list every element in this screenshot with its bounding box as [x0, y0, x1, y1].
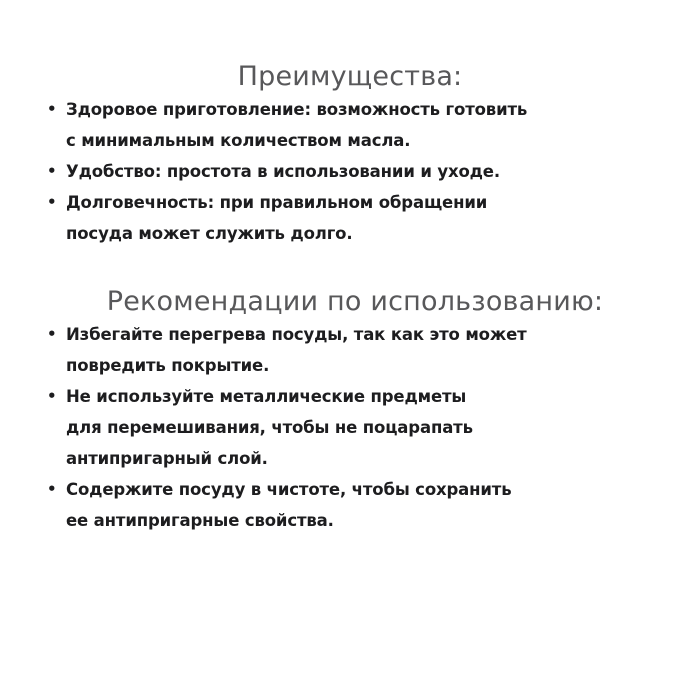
list-item-line: • Удобство: простота в использовании и уходе.: [66, 161, 500, 181]
list-item-line: • Здоровое приготовление: возможность готовить: [66, 99, 528, 119]
section-spacer: [40, 249, 660, 285]
list-item-line: • Долговечность: при правильном обращении: [66, 192, 488, 212]
list-item-line: для перемешивания, чтобы не поцарапать: [66, 417, 473, 437]
list-item-line: посуда может служить долго.: [66, 223, 353, 243]
list-item-line: с минимальным количеством масла.: [66, 130, 411, 150]
list-item-line: • Содержите посуду в чистоте, чтобы сохранить: [66, 479, 512, 499]
list-item-line: повредить покрытие.: [66, 355, 270, 375]
section-heading-advantages: Преимущества:: [237, 61, 463, 92]
list-item: [40, 187, 660, 249]
recommendations-list: [40, 319, 660, 536]
list-item-line: антипригарный слой.: [66, 448, 268, 468]
list-item-line: ее антипригарные свойства.: [66, 510, 334, 530]
advantages-list: [40, 94, 660, 249]
list-item: [40, 381, 660, 474]
list-item: [40, 319, 660, 381]
list-item: [40, 474, 660, 536]
section-heading-recommendations: Рекомендации по использованию:: [106, 285, 604, 317]
list-item-line: • Избегайте перегрева посуды, так как это может: [66, 324, 527, 344]
list-item-line: • Не используйте металлические предметы: [66, 386, 467, 406]
list-item: [40, 156, 660, 187]
list-item: [40, 94, 660, 156]
